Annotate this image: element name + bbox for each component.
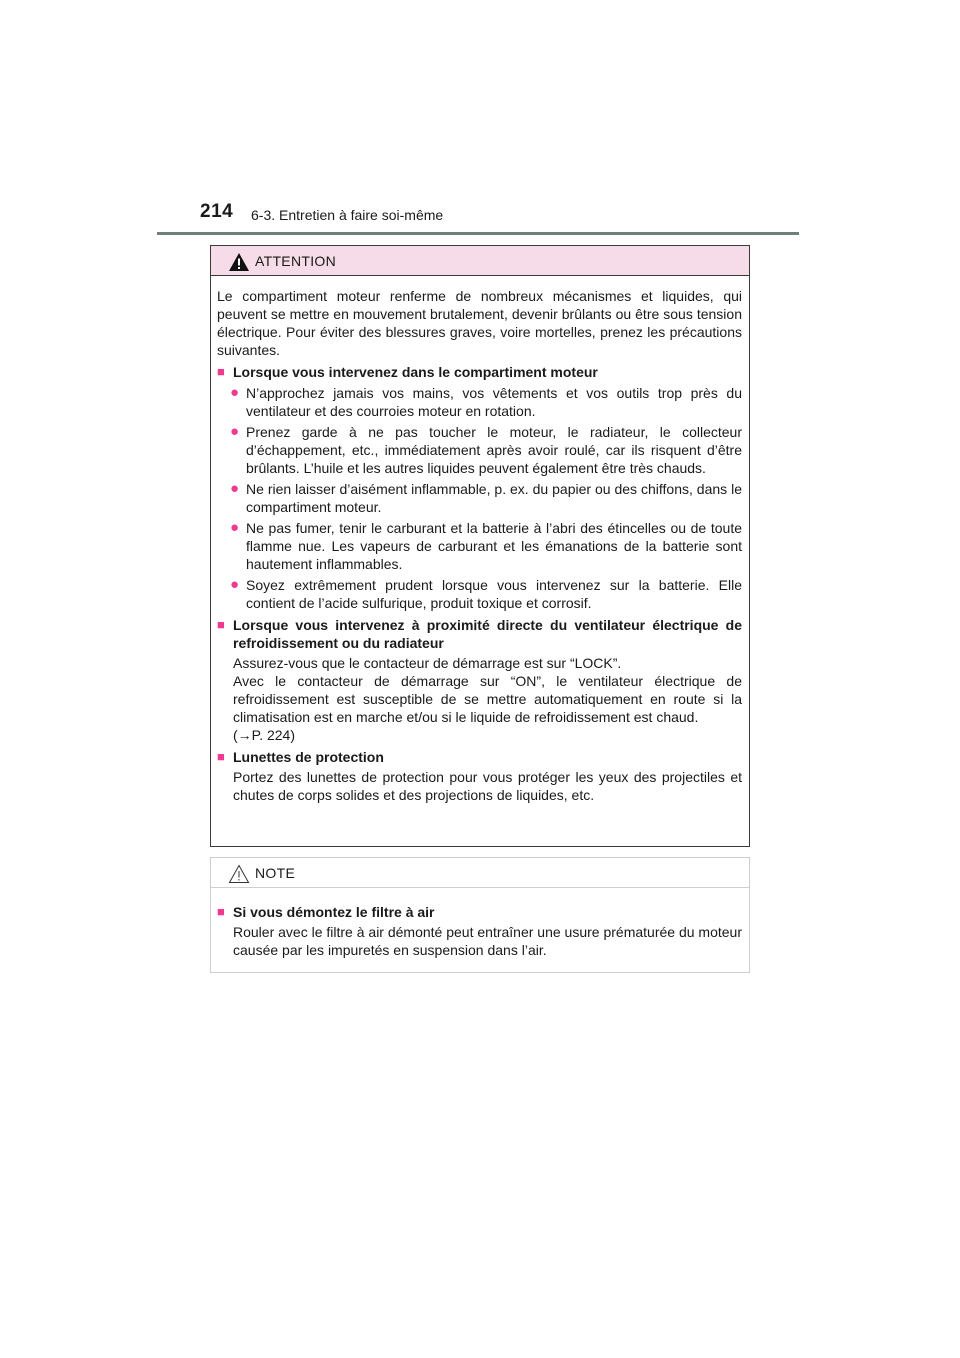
page-reference: (→P. 224) xyxy=(233,727,296,743)
list-item: ● Ne pas fumer, tenir le carburant et la batterie à l’abri des étincelles ou de toute flamme nue. Les vapeurs de carburant et les émanations de la batterie sont hautement inflammables. xyxy=(230,519,742,572)
dot-bullet-icon: ● xyxy=(230,384,240,401)
list-item: ● Ne rien laisser d’aisément inflammable, p. ex. du papier ou des chiffons, dans le compartiment moteur. xyxy=(230,480,742,515)
warning-outline-icon xyxy=(228,864,250,884)
square-bullet-icon: ■ xyxy=(217,364,225,379)
dot-bullet-icon: ● xyxy=(230,519,240,536)
section-text: Rouler avec le filtre à air démonté peut entraîner une usure prématurée du moteur causée par les impuretés en suspension dans l’air. xyxy=(233,924,742,958)
section-heading: ■ Lorsque vous intervenez dans le compartiment moteur xyxy=(217,364,598,380)
note-title: NOTE xyxy=(255,865,296,881)
section-heading: ■ Si vous démontez le filtre à air xyxy=(217,904,435,920)
dot-bullet-icon: ● xyxy=(230,423,240,440)
attention-body xyxy=(211,276,749,804)
section-text: Assurez-vous que le contacteur de démarrage est sur “LOCK”. Avec le contacteur de démarrage sur “ON”, le ventilateur électrique de refroidissement est susceptible de se mettre automatiquement en route si la climatisation est en marche et/ou si le liquide de refroidissement est chaud. (→P. 224) xyxy=(233,655,742,743)
square-bullet-icon: ■ xyxy=(217,904,225,919)
dot-bullet-icon: ● xyxy=(230,480,240,497)
section-title: 6-3. Entretien à faire soi-même xyxy=(251,207,444,223)
square-bullet-icon: ■ xyxy=(217,617,225,632)
list-item: ● Soyez extrêmement prudent lorsque vous intervenez sur la batterie. Elle contient de l’acide sulfurique, produit toxique et corrosif. xyxy=(230,576,742,611)
attention-title: ATTENTION xyxy=(255,253,336,269)
section-heading: ■ Lunettes de protection xyxy=(217,749,384,765)
list-item: ● Prenez garde à ne pas toucher le moteur, le radiateur, le collecteur d’échappement, etc., immédiatement après avoir roulé, car ils risquent d’être brûlants. L’huile et les autres liquides peuvent également être très chauds. xyxy=(230,423,742,476)
arrow-right-icon: → xyxy=(237,727,252,743)
section-text: Portez des lunettes de protection pour vous protéger les yeux des projectiles et chutes de corps solides et des projections de liquides, etc. xyxy=(233,769,742,803)
attention-header xyxy=(211,246,749,276)
warning-triangle-icon xyxy=(228,252,250,272)
square-bullet-icon: ■ xyxy=(217,749,225,764)
page-number: 214 xyxy=(200,201,234,222)
attention-intro: Le compartiment moteur renferme de nombreux mécanismes et liquides, qui peuvent se mettre en mouvement brutalement, devenir brûlants ou être sous tension électrique. Pour éviter des blessures graves, voire mortelles, prenez les précautions suivantes. xyxy=(217,288,742,358)
list-item: ● N’approchez jamais vos mains, vos vêtements et vos outils trop près du ventilateur et des courroies moteur en rotation. xyxy=(230,384,742,419)
header-divider xyxy=(157,232,799,235)
note-box xyxy=(210,857,750,973)
attention-box xyxy=(210,245,750,847)
note-body xyxy=(211,888,749,959)
dot-bullet-icon: ● xyxy=(230,576,240,593)
section-heading: ■ Lorsque vous intervenez à proximité directe du ventilateur électrique de refroidissement ou du radiateur xyxy=(217,617,742,651)
note-header xyxy=(211,858,749,888)
